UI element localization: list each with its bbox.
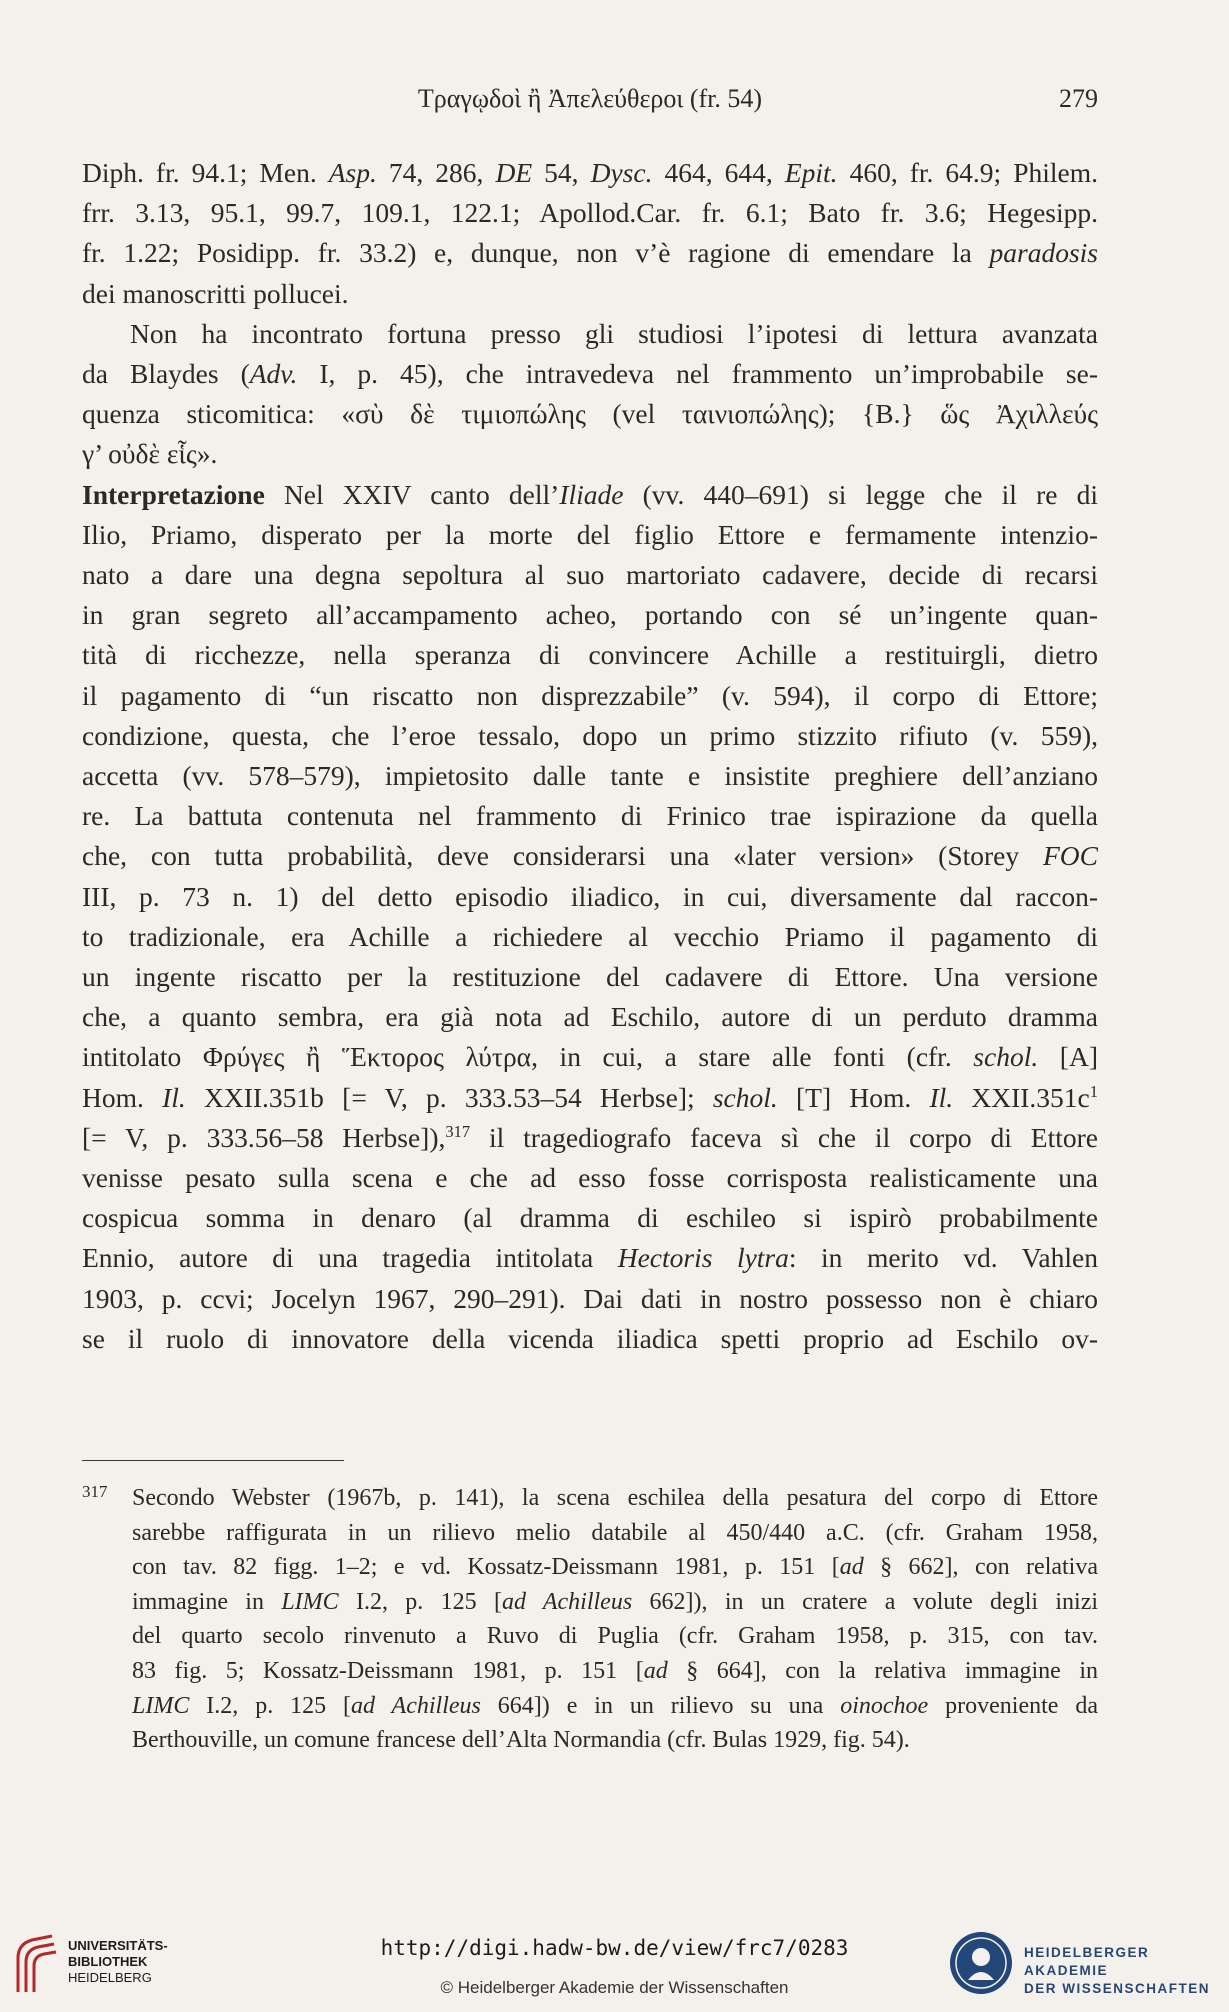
body-line [82,515,1098,555]
body-line [82,997,1098,1037]
running-head: Τραγῳδοὶ ἢ Ἀπελεύθεροι (fr. 54) [417,84,763,113]
body-line [82,957,1098,997]
text-run: ad Achilleus [501,1588,633,1615]
text-run: con tav. 82 figg. 1–2; e vd. Kossatz-Deissmann 1981, p. 151 [ [132,1554,840,1581]
page-header [82,84,1098,124]
text-run: 460, fr. 64.9; Philem. [837,157,1098,188]
permalink-url[interactable]: http://digi.hadw-bw.de/view/frc7/0283 [380,1936,849,1960]
text-run: Non ha incontrato fortuna presso gli studiosi l’ipotesi di lettura avanzata [130,317,1098,349]
body-line [82,1238,1098,1278]
body-line [82,1198,1098,1238]
text-run: in gran segreto all’accampamento acheo, portando con sé un’ingente quan- [82,599,1098,631]
academy-seal-logo[interactable] [948,1930,1014,2001]
text-run: Hom. [82,1081,163,1113]
text-run: quenza sticomitica: «σὺ δὲ τιμιοπώλης (vel ταινιοπώλης); {B.} ὥς Ἀχιλλεύς [82,398,1098,430]
text-run: Il. [929,1081,954,1113]
ub-line-2: BIBLIOTHEK [68,1954,148,1969]
body-line [82,595,1098,635]
body-line [82,1118,1098,1158]
text-run: 662]), in un cratere a volute degli inizi [632,1588,1098,1615]
body-line [82,274,1098,314]
body-line [82,1279,1098,1319]
text-run: 464, 644, [652,157,785,188]
text-run: cospicua somma in denaro (al dramma di eschileo si ispirò probabilmente [82,1202,1098,1234]
text-run: del quarto secolo rinvenuto a Ruvo di Puglia (cfr. Graham 1958, p. 315, con tav. [132,1623,1098,1650]
text-run: 54, [532,157,591,188]
footnote-line [132,1654,1098,1689]
text-run: re. La battuta contenuta nel frammento di Frinico trae ispirazione da quella [82,800,1098,832]
footnote-line [132,1481,1098,1516]
body-text [82,153,1098,1359]
academy-name [1024,1944,1229,1998]
text-run: 83 fig. 5; Kossatz-Deissmann 1981, p. 151 [ [132,1657,644,1684]
text-run: γ’ οὐδὲ εἷς». [82,438,218,470]
text-run: venisse pesato sulla scena e che ad esso fosse corrisposta realisticamente una [82,1162,1098,1194]
text-run: frr. 3.13, 95.1, 99.7, 109.1, 122.1; Apollod.Car. fr. 6.1; Bato fr. 3.6; Hegesipp. [82,197,1098,229]
body-line [82,877,1098,917]
text-run: 664]) e in un rilievo su una [480,1692,841,1719]
text-run: (vv. 440–691) si legge che il re di [623,478,1098,510]
text-run: Hectoris lytra [617,1242,789,1274]
text-run: to tradizionale, era Achille a richiedere al vecchio Priamo il pagamento di [82,920,1098,952]
footnote-line [132,1723,1098,1758]
text-run: Asp. [328,157,377,188]
text-run: I, p. 45), che intravedeva nel frammento un’improbabile se- [297,358,1098,390]
footnote-reference: 317 [445,1121,471,1141]
text-run: § 662], con relativa [863,1554,1098,1581]
body-line [82,394,1098,434]
text-run: paradosis [989,237,1098,269]
text-run: Epit. [784,157,838,188]
text-run: Adv. [249,358,298,390]
body-line [82,836,1098,876]
body-line [82,555,1098,595]
text-run: 74, 286, [376,157,496,188]
text-run: LIMC [281,1588,339,1615]
text-run: da Blaydes ( [82,358,250,390]
academy-line-1: HEIDELBERGER AKADEMIE [1024,1945,1150,1978]
body-line [82,233,1098,273]
text-run: fr. 1.22; Posidipp. fr. 33.2) e, dunque, non v’è ragione di emendare la [82,237,990,269]
text-run: nato a dare una degna sepoltura al suo martoriato cadavere, decide di recarsi [82,559,1098,591]
text-run: Ilio, Priamo, disperato per la morte del figlio Ettore e fermamente intenzio- [82,518,1098,550]
text-run: proveniente da [928,1692,1098,1719]
body-line [82,716,1098,756]
text-run: 1903, p. ccvi; Jocelyn 1967, 290–291). Dai dati in nostro possesso non è chiaro [82,1282,1098,1314]
text-run: immagine in [132,1588,282,1615]
copyright-notice: © Heidelberger Akademie der Wissenschaften [440,1978,789,1997]
text-run: : in merito vd. Vahlen [788,1242,1098,1274]
text-run: ad [839,1554,864,1581]
text-run: se il ruolo di innovatore della vicenda iliadica spetti proprio ad Eschilo ov- [82,1322,1098,1354]
text-run: Secondo Webster (1967b, p. 141), la scena eschilea della pesatura del corpo di Ettore [132,1485,1098,1511]
text-run: schol. [712,1081,778,1113]
body-line [82,354,1098,394]
body-line [82,796,1098,836]
text-run: [T] Hom. [777,1081,930,1113]
body-line [82,193,1098,233]
body-line [82,434,1098,474]
body-line [82,1319,1098,1359]
text-run: XXII.351c [953,1081,1090,1113]
footnote-line [132,1585,1098,1620]
body-line [82,314,1098,354]
text-run: accetta (vv. 578–579), impietosito dalle tante e insistite preghiere dell’anziano [82,760,1098,792]
text-run: I.2, p. 125 [ [189,1692,352,1719]
text-run: intitolato Φρύγες ἢ Ἕκτορος λύτρα, in cui, a stare alle fonti (cfr. [82,1041,974,1073]
text-run: un ingente riscatto per la restituzione del cadavere di Ettore. Una versione [82,961,1098,993]
footnote-317 [82,1481,1098,1758]
text-run: [A] [1038,1041,1098,1073]
text-run: Dysc. [590,157,653,188]
text-run: sarebbe raffigurata in un rilievo melio databile al 450/440 a.C. (cfr. Graham 1958, [132,1519,1098,1546]
text-run: schol. [973,1041,1039,1073]
text-run: Berthouville, un comune francese dell’Alta Normandia (cfr. Bulas 1929, fig. 54). [132,1727,910,1754]
body-line [82,676,1098,716]
footnote-number: 317 [82,1482,108,1501]
footnote-line [132,1689,1098,1724]
text-run: ad [643,1657,668,1684]
text-run: Ennio, autore di una tragedia intitolata [82,1242,618,1274]
text-run: Nel XXIV canto dell’ [264,478,560,510]
page-footer [0,1924,1229,2012]
body-line [82,153,1098,193]
footnote-text [132,1481,1098,1758]
footnote-line [132,1516,1098,1551]
ub-line-1: UNIVERSITÄTS- [68,1938,168,1953]
text-run: LIMC [132,1692,190,1719]
text-run: III, p. 73 n. 1) del detto episodio iliadico, in cui, diversamente dal raccon- [82,880,1098,912]
text-run: dei manoscritti pollucei. [82,277,349,309]
academy-line-2: DER WISSENSCHAFTEN [1024,1981,1211,1996]
text-run: Diph. fr. 94.1; Men. [82,157,329,188]
text-run: Iliade [559,478,624,510]
ub-line-3: HEIDELBERG [68,1970,152,1985]
text-run: il tragediografo faceva sì che il corpo di Ettore [470,1121,1098,1153]
text-run: che, con tutta probabilità, deve considerarsi una «later version» (Storey [82,840,1043,872]
text-run: Il. [162,1081,186,1113]
text-run: FOC [1043,840,1098,872]
section-heading: Interpretazione [82,478,265,510]
text-run: ad Achilleus [351,1692,481,1719]
footnote-line [132,1619,1098,1654]
text-run: oinochoe [840,1692,929,1719]
body-line [82,917,1098,957]
body-line [82,1158,1098,1198]
body-line [82,1078,1098,1118]
text-run: DE [495,157,533,188]
body-line [82,1037,1098,1077]
footnote-reference: 1 [1089,1081,1098,1101]
text-run: XXII.351b [= V, p. 333.53–54 Herbse]; [185,1081,713,1113]
page-number: 279 [1059,84,1098,113]
footnote-line [132,1550,1098,1585]
text-run: il pagamento di “un riscatto non disprezzabile” (v. 594), il corpo di Ettore; [82,679,1098,711]
footnote-divider [82,1460,344,1461]
body-line [82,756,1098,796]
text-run: I.2, p. 125 [ [338,1588,502,1615]
text-run: § 664], con la relativa immagine in [667,1657,1098,1684]
text-run: condizione, questa, che l’eroe tessalo, dopo un primo stizzito rifiuto (v. 559), [82,719,1098,751]
body-line [82,475,1098,515]
body-line [82,635,1098,675]
text-run: tità di ricchezze, nella speranza di convincere Achille a restituirgli, dietro [82,639,1098,671]
text-run: [= V, p. 333.56–58 Herbse]), [82,1121,446,1153]
text-run: che, a quanto sembra, era già nota ad Eschilo, autore di un perduto dramma [82,1001,1098,1033]
